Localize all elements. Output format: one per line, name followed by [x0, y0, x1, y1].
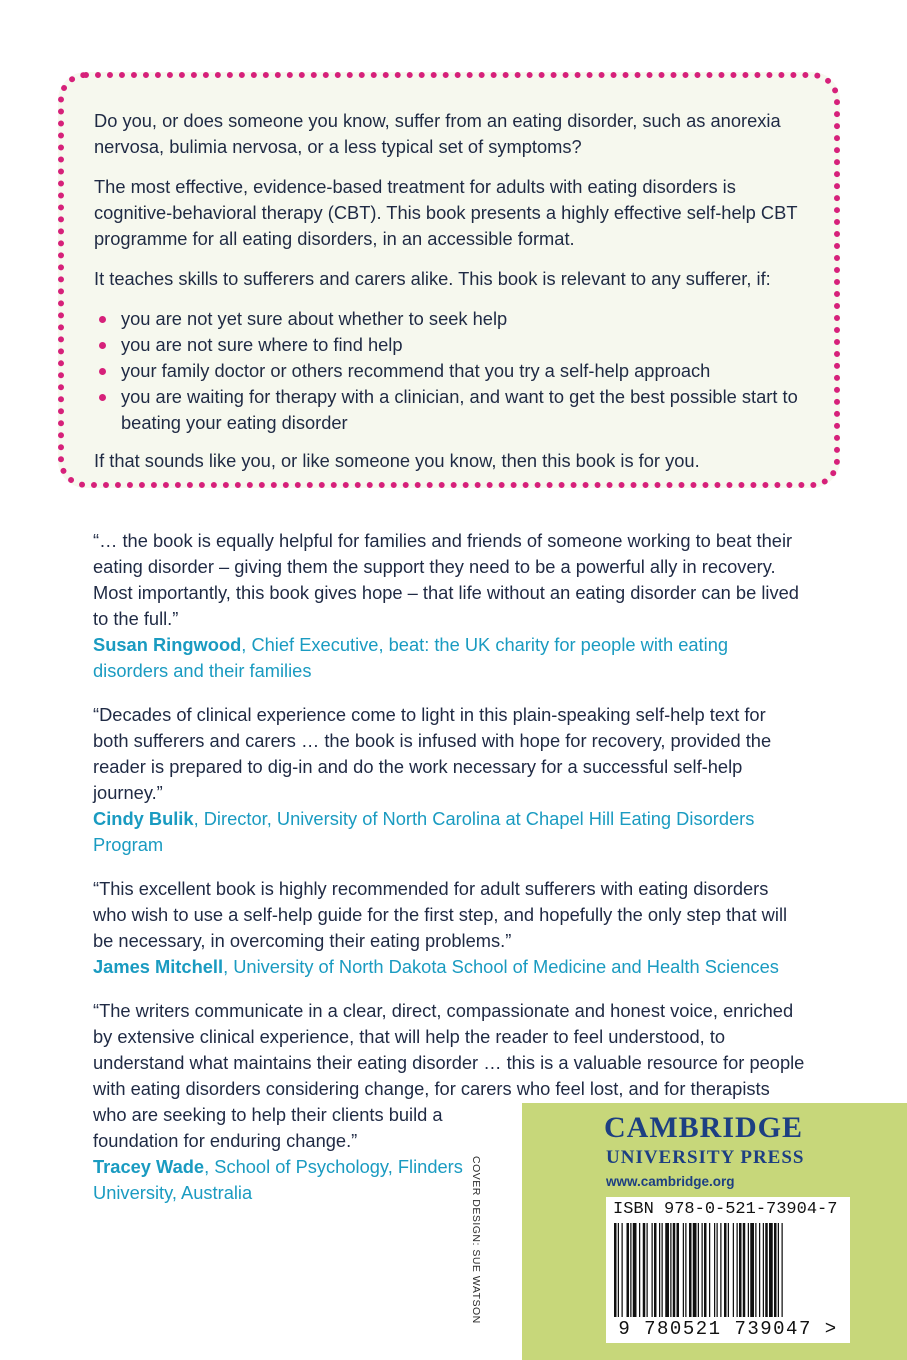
bullet-icon: [99, 394, 106, 401]
bullet-icon: [99, 316, 106, 323]
intro-paragraph: It teaches skills to sufferers and carers alike. This book is relevant to any sufferer, if:: [94, 268, 771, 289]
barcode-icon: [614, 1223, 840, 1317]
attribution: [93, 806, 805, 858]
endorser-name: Cindy Bulik: [93, 808, 194, 829]
intro-closing: If that sounds like you, or like someone you know, then this book is for you.: [94, 450, 700, 471]
publisher-block: [522, 1103, 907, 1360]
attribution: [93, 1154, 483, 1206]
endorser-role: , School of Psychology, Flinders University, Australia: [93, 1156, 463, 1203]
endorser-name: Susan Ringwood: [93, 634, 242, 655]
barcode-digits: 9 780521 739047 >: [618, 1318, 838, 1340]
intro-paragraph: The most effective, evidence-based treatment for adults with eating disorders is cognitive-behavioral therapy (CBT). This book presents a highly effective self-help CBT programme for all eating disorders, in an accessible format.: [94, 176, 798, 249]
endorser-name: James Mitchell: [93, 956, 224, 977]
isbn-barcode: [606, 1197, 850, 1343]
quote-text: “This excellent book is highly recommended for adult sufferers with eating disorders who wish to use a self-help guide for the first step, and hopefully the only step that will be necessary, in overcoming their eating problems.”: [93, 878, 788, 951]
isbn-number: ISBN 978-0-521-73904-7: [613, 1200, 838, 1219]
relevance-list: [94, 306, 798, 436]
quote-text: “Decades of clinical experience come to light in this plain-speaking self-help text for both sufferers and carers … the book is infused with hope for recovery, provided the reader is prepared to dig-in and do the work necessary for a successful self-help journey.”: [93, 704, 772, 803]
quote-text: “… the book is equally helpful for families and friends of someone working to beat their eating disorder – giving them the support they need to be a powerful ally in recovery. Most importantly, this book gives hope – that life without an eating disorder can be lived to the full.”: [93, 530, 799, 629]
endorsement: [93, 528, 805, 684]
endorser-role: , University of North Dakota School of Medicine and Health Sciences: [223, 956, 779, 977]
cover-design-credit: COVER DESIGN: SUE WATSON: [470, 1156, 482, 1324]
publisher-url: www.cambridge.org: [606, 1174, 735, 1189]
bullet-icon: [99, 342, 106, 349]
endorser-role: , Director, University of North Carolina at Chapel Hill Eating Disorders Program: [93, 808, 755, 855]
list-item: you are not sure where to find help: [94, 332, 798, 358]
endorsement: [93, 876, 805, 980]
endorser-name: Tracey Wade: [93, 1156, 205, 1177]
quote-text-continued: who are seeking to help their clients build a foundation for enduring change.”: [93, 1104, 443, 1151]
intro-paragraph: Do you, or does someone you know, suffer from an eating disorder, such as anorexia nervosa, bulimia nervosa, or a less typical set of symptoms?: [94, 110, 781, 157]
quote-text: “The writers communicate in a clear, direct, compassionate and honest voice, enriched by extensive clinical experience, that will help the reader to feel understood, to understand what maintains their eating disorder … this is a valuable resource for people with eating disorders considering change, for carers who feel lost, and for therapists: [93, 1000, 805, 1099]
attribution: [93, 954, 805, 980]
list-item: you are not yet sure about whether to seek help: [94, 306, 798, 332]
endorser-role: , Chief Executive, beat: the UK charity for people with eating disorders and their families: [93, 634, 729, 681]
bullet-icon: [99, 368, 106, 375]
list-item: you are waiting for therapy with a clinician, and want to get the best possible start to beating your eating disorder: [94, 384, 798, 436]
publisher-logo-name: CAMBRIDGE: [604, 1111, 804, 1144]
list-item: your family doctor or others recommend that you try a self-help approach: [94, 358, 798, 384]
endorsement: [93, 702, 805, 858]
attribution: [93, 632, 805, 684]
intro-box: [58, 72, 840, 488]
publisher-logo-press: UNIVERSITY PRESS: [606, 1147, 805, 1168]
